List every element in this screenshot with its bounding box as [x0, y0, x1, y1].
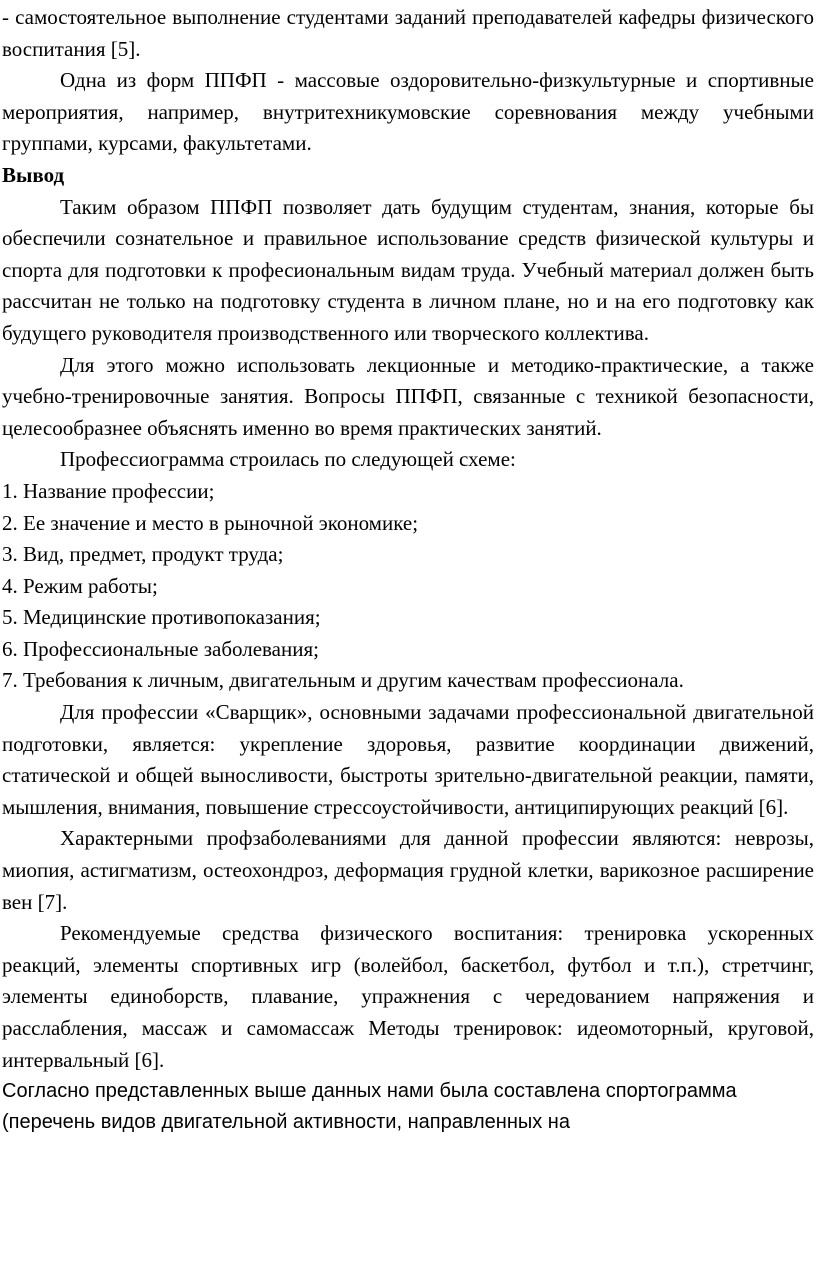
- paragraph-lecture-forms: Для этого можно использовать лекционные и методико-практические, а также учебно-тренировочные занятия. Вопросы ППФП, связанные с техникой безопасности, целесообразнее объяснять именно во время практических занятий.: [2, 352, 814, 440]
- list-item: 4. Режим работы;: [2, 573, 158, 598]
- paragraph-self-study: - самостоятельное выполнение студентами заданий преподавателей кафедры физического воспитания [5].: [2, 5, 814, 61]
- paragraph-sportogram-intro: Согласно представленных выше данных нами была составлена спортограмма (перечень видов двигательной активности, направленных на: [2, 1080, 737, 1134]
- professiogram-scheme-list: [2, 476, 814, 697]
- paragraph-mass-events: Одна из форм ППФП - массовые оздоровительно-физкультурные и спортивные мероприятия, например, внутритехникумовские соревнования между учебными группами, курсами, факультетами.: [2, 68, 814, 156]
- list-item: 5. Медицинские противопоказания;: [2, 605, 321, 630]
- paragraph-occupational-diseases: Характерными профзаболеваниями для данной профессии являются: неврозы, миопия, астигматизм, остеохондроз, деформация грудной клетки, варикозное расширение вен [7].: [2, 826, 814, 914]
- section-heading-conclusion: Вывод: [2, 162, 65, 187]
- list-item: 3. Вид, предмет, продукт труда;: [2, 542, 284, 567]
- paragraph-conclusion: Таким образом ППФП позволяет дать будущим студентам, знания, которые бы обеспечили сознательное и правильное использование средств физической культуры и спорта для подготовки к професиональным видам труда. Учебный материал должен быть рассчитан не только на подготовку студента в личном плане, но и на его подготовку как будущего руководителя производственного или творческого коллектива.: [2, 194, 814, 345]
- paragraph-scheme-intro: Профессиограмма строилась по следующей схеме:: [60, 447, 516, 472]
- list-item: 2. Ее значение и место в рыночной экономике;: [2, 510, 419, 535]
- list-item: 1. Название профессии;: [2, 478, 215, 503]
- paragraph-welder-tasks: Для профессии «Сварщик», основными задачами профессиональной двигательной подготовки, является: укрепление здоровья, развитие координации движений, статической и общей выносливости, быстроты зрительно-двигательной реакции, памяти, мышления, внимания, повышение стрессоустойчивости, антиципирующих реакций [6].: [2, 700, 814, 819]
- list-item: 7. Требования к личным, двигательным и другим качествам профессионала.: [2, 668, 684, 693]
- list-item: 6. Профессиональные заболевания;: [2, 636, 319, 661]
- paragraph-recommended-means: Рекомендуемые средства физического воспитания: тренировка ускоренных реакций, элементы спортивных игр (волейбол, баскетбол, футбол и т.п.), стретчинг, элементы единоборств, плавание, упражнения с чередованием напряжения и расслабления, массаж и самомассаж Методы тренировок: идеомоторный, круговой, интервальный [6].: [2, 921, 814, 1072]
